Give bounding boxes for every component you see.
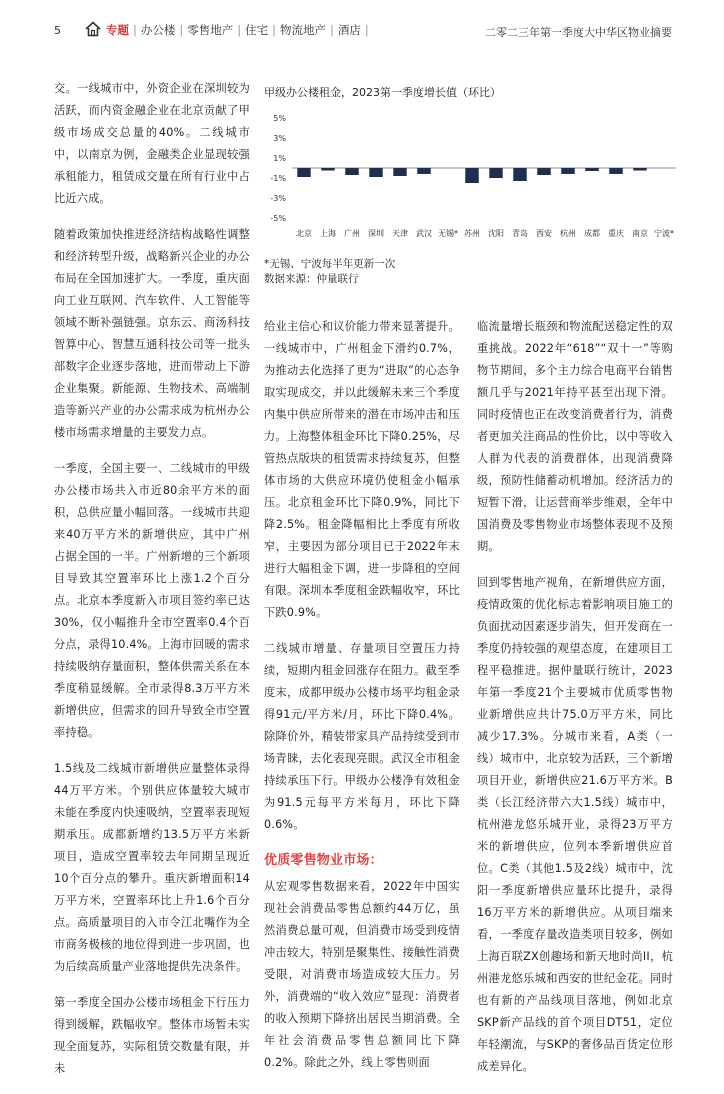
x-tick-label: 沈阳 bbox=[488, 229, 504, 238]
nav-item[interactable]: 住宅 bbox=[245, 23, 269, 37]
rent-growth-bar-chart bbox=[262, 110, 682, 245]
paragraph: 从宏观零售数据来看，2022年中国实现社会消费品零售总额约44万亿，虽然消费总量可观，但消费市场受到疫情冲击较大，特别是聚集性、接触性消费受限，对消费市场造成较大压力。另外，消费端的“收入效应”显现：消费者的收入预期下降挤出居民当期消费。全年社会消费品零售总额同比下降0.2%。除此之外，线上零售则面 bbox=[264, 880, 460, 1069]
nav-separator: | bbox=[179, 23, 184, 37]
paragraph: 1.5线及二线城市新增供应量整体录得44万平方米。个别供应体量较大城市未能在季度内快速吸纳，空置率表现短期承压。成都新增约13.5万平方米新项目，造成空置率较去年同期呈现近10个百分点的攀升。重庆新增面积14万平方米，空置率环比上升1.6个百分点。高质量项目的入市令江北嘴作为全市商务极核的地位得到进一步巩固，也为后续高质量产业落地提供先决条件。 bbox=[54, 762, 250, 973]
x-tick-label: 天津 bbox=[392, 229, 408, 238]
nav-item[interactable]: 酒店 bbox=[337, 23, 361, 37]
x-tick-label: 无锡* bbox=[438, 229, 458, 238]
paragraph: 回到零售地产视角，在新增供应方面，疫情政策的优化标志着影响项目施工的负面扰动因素逐步消失，但开发商在一季度仍持较强的观望态度，在建项目工程平稳推进。据仲量联行统计，2023年第一季度21个主要城市优质零售物业新增供应共计75.0万平方米，同比减少17.3%。分城市来看，A类（一线）城市中，北京较为活跃，三个新增项目开业，新增供应21.6万平方米。B类（长江经济带六大1.5线）城市中，杭州港龙悠乐城开业，录得23万平方米的新增供应，位列本季新增供应首位。C类（其他1.5及2线）城市中，沈阳一季度新增供应量环比提升，录得16万平方米的新增供应。从项目端来看，一季度存量改造类项目较多，例如上海百联ZX创趣场和新天地时尚II，杭州港龙悠乐城和西安的世纪金花。同时也有新的产品线项目落地，例如北京SKP新产品线的首个项目DT51，定位年轻潮流，与SKP的奢侈品百货定位形成差异化。 bbox=[477, 576, 673, 1073]
nav-item[interactable]: 办公楼 bbox=[140, 23, 176, 37]
chart-source: 数据来源：仲量联行 bbox=[264, 273, 359, 285]
nav-item[interactable]: 零售地产 bbox=[187, 23, 234, 37]
bar bbox=[489, 168, 502, 178]
bar bbox=[369, 168, 382, 177]
bar bbox=[417, 168, 430, 174]
bar bbox=[513, 168, 526, 181]
column-2 bbox=[264, 316, 460, 1088]
bar bbox=[537, 168, 550, 175]
bar bbox=[393, 168, 406, 176]
paragraph: 给业主信心和议价能力带来显著提升。一线城市中，广州租金下滑约0.7%，为推动去化选择了更为“进取”的心态争取实现成交，并以此缓解未来三个季度内集中供应所带来的潜在市场冲击和压力。上海整体租金环比下降0.25%，尽管热点版块的租赁需求持续复苏，但整体市场的大供应环境仍使租金小幅承压。北京租金环比下降0.9%，同比下降2.5%。租金降幅相比上季度有所收窄，主要因为部分项目已于2022年末进行大幅租金下调，进一步降租的空间有限。深圳本季度租金跌幅收窄，环比下跌0.9%。 bbox=[264, 320, 460, 619]
y-tick-label: 3% bbox=[273, 134, 286, 143]
nav-item[interactable]: 专题 bbox=[106, 23, 129, 37]
nav-separator: | bbox=[133, 23, 137, 37]
home-icon[interactable] bbox=[84, 20, 102, 38]
bar bbox=[321, 168, 334, 171]
x-tick-label: 南京 bbox=[632, 229, 648, 238]
x-tick-label: 成都 bbox=[584, 229, 600, 238]
chart-title: 甲级办公楼租金，2023第一季度增长值（环比） bbox=[264, 86, 501, 99]
column-3 bbox=[477, 316, 673, 1092]
nav-separator: | bbox=[330, 23, 334, 37]
y-tick-label: -3% bbox=[270, 194, 286, 203]
x-tick-label: 重庆 bbox=[608, 229, 624, 238]
paragraph: 临流量增长瓶颈和物流配送稳定性的双重挑战。2022年“618”“双十一”等购物节期间，多个主力综合电商平台销售额几乎与2021年持平甚至出现下滑。同时疫情也正在改变消费者行为，消费者更加关注商品的性价比，以中等收入人群为代表的消费群体，出现消费降级，预防性储蓄动机增加。经济活力的短暂下滑，让运营商举步维艰，全年中国消费及零售物业市场整体表现不及预期。 bbox=[477, 320, 673, 553]
x-tick-label: 广州 bbox=[344, 229, 360, 238]
section-heading-retail: 优质零售物业市场： bbox=[264, 853, 383, 868]
bar bbox=[561, 168, 574, 174]
x-tick-label: 深圳 bbox=[368, 229, 384, 238]
bar bbox=[297, 168, 310, 177]
bar bbox=[345, 168, 358, 175]
bar bbox=[609, 168, 622, 174]
y-tick-label: 1% bbox=[273, 154, 286, 163]
x-tick-label: 苏州 bbox=[464, 229, 480, 238]
x-tick-label: 北京 bbox=[296, 229, 312, 238]
paragraph: 二线城市增量、存量项目空置压力持续，短期内租金回涨存在阻力。截至季度末，成都甲级办公楼市场平均租金录得91元/平方米/月，环比下降0.4%。除降价外，精装带家具产品持续受到市场青睐，去化表现亮眼。武汉全市租金持续承压下行。甲级办公楼净有效租金为91.5元每平方米每月，环比下降0.6%。 bbox=[264, 642, 460, 831]
page-number: 5 bbox=[54, 24, 61, 37]
nav-separator: | bbox=[272, 23, 276, 37]
x-tick-label: 武汉 bbox=[416, 229, 432, 238]
chart-footnote: *无锡、宁波每半年更新一次 bbox=[264, 258, 396, 270]
x-tick-label: 上海 bbox=[320, 229, 336, 238]
bar bbox=[465, 168, 478, 183]
column-1 bbox=[54, 78, 250, 1094]
chart-notes bbox=[264, 257, 395, 287]
section-nav bbox=[106, 22, 373, 38]
paragraph: 交。一线城市中，外资企业在深圳较为活跃，而内资金融企业在北京贡献了甲级市场成交总量的40%。二线城市中，以南京为例，金融类企业显现较强承租能力，租赁成交量在所有行业中占比近六成。 bbox=[54, 82, 250, 205]
x-tick-label: 杭州 bbox=[560, 229, 576, 238]
nav-separator: | bbox=[364, 23, 369, 37]
y-tick-label: 5% bbox=[273, 114, 286, 123]
x-tick-label: 宁波* bbox=[654, 229, 674, 238]
paragraph: 第一季度全国办公楼市场租金下行压力得到缓解，跌幅收窄。整体市场暂未实现全面复苏，实际租赁交数量有限，并未 bbox=[54, 996, 250, 1075]
x-tick-label: 青岛 bbox=[512, 229, 528, 238]
x-tick-label: 西安 bbox=[536, 229, 552, 238]
page-header bbox=[0, 0, 724, 50]
nav-item[interactable]: 物流地产 bbox=[280, 23, 326, 37]
bar bbox=[633, 168, 646, 171]
nav-separator: | bbox=[237, 23, 242, 37]
y-tick-label: -5% bbox=[270, 214, 286, 223]
paragraph: 随着政策加快推进经济结构战略性调整和经济转型升级，战略新兴企业的办公布局在全国加速扩大。一季度，重庆面向工业互联网、汽车软件、人工智能等领域不断补强链强。京东云、商汤科技智算中心、智慧互通科技公司等一批头部数字企业逐步落地，进而带动上下游企业集聚。新能源、生物技术、高端制造等新兴产业的办公需求成为杭州办公楼市场需求增量的主要发力点。 bbox=[54, 228, 250, 439]
bar bbox=[585, 168, 598, 171]
paragraph: 一季度，全国主要一、二线城市的甲级办公楼市场共入市近80余平方米的面积，总供应量小幅回落。一线城市共迎来40万平方米的新增供应，其中广州占据全国的一半。广州新增的三个新项目导致其空置率环比上涨1.2个百分点。北京本季度新入市项目签约率已达30%，仅小幅推升全市空置率0.4个百分点，录得10.4%。上海市回暖的需求持续吸纳存量面积，整体供需关系在本季度稍显缓解。全市录得8.3万平方米新增供应，但需求的回升导致全市空置率持稳。 bbox=[54, 462, 250, 739]
document-title: 二零二三年第一季度大中华区物业摘要 bbox=[485, 26, 672, 39]
y-tick-label: -1% bbox=[270, 174, 286, 183]
